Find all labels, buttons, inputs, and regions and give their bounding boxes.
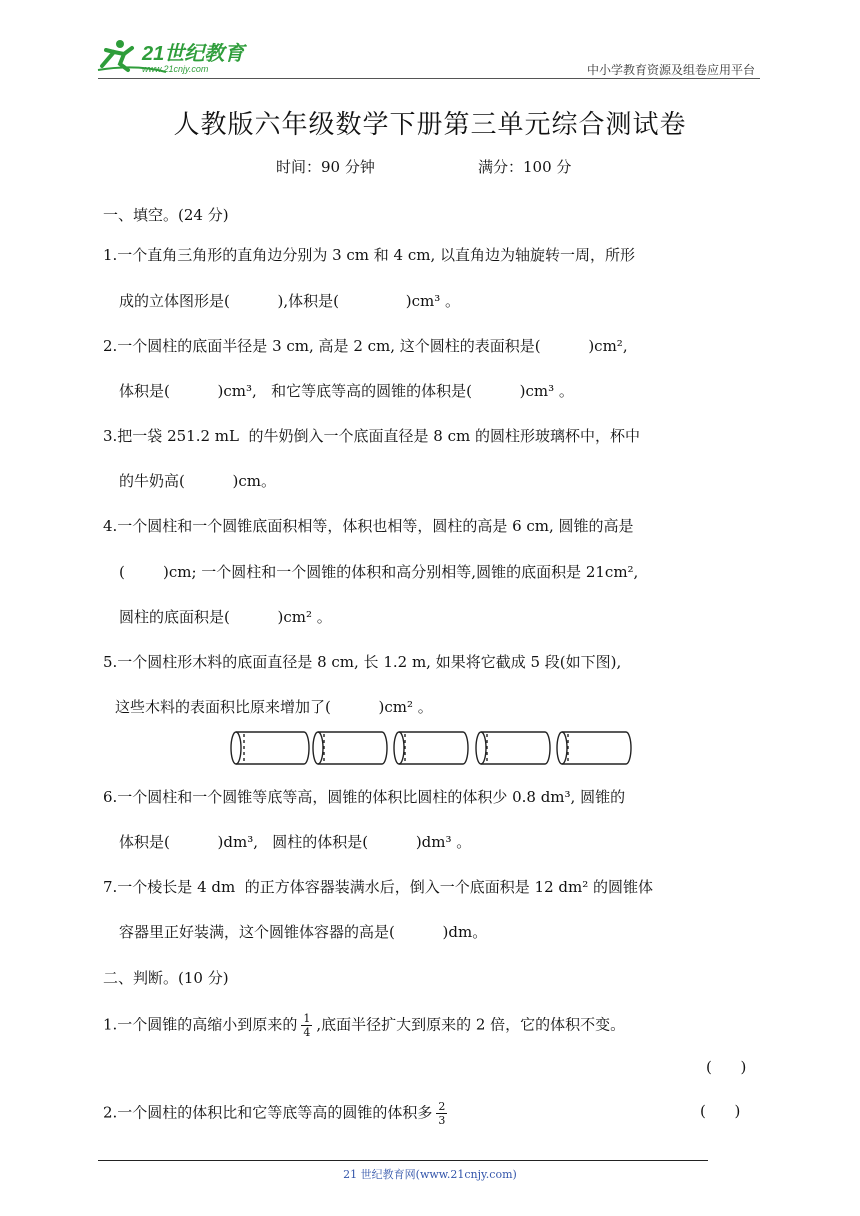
question-line: 7.一个棱长是 4 dm 的正方体容器装满水后，倒入一个底面积是 12 dm² 的圆锥体: [103, 878, 653, 896]
question-line: ( )cm; 一个圆柱和一个圆锥的体积和高分别相等,圆锥的底面积是 21cm²,: [119, 563, 639, 581]
footer-divider: [98, 1160, 708, 1161]
question-line: 体积是( )cm³, 和它等底等高的圆锥的体积是( )cm³ 。: [119, 382, 574, 400]
logo-text: 21世纪教育: [142, 43, 245, 65]
question-line: 这些木料的表面积比原来增加了( )cm² 。: [115, 698, 433, 716]
question-line: 3.把一袋 251.2 mL 的牛奶倒入一个底面直径是 8 cm 的圆柱形玻璃杯中，杯中: [103, 427, 640, 445]
header-divider: [98, 78, 760, 79]
question-line: 圆柱的底面积是( )cm² 。: [119, 608, 332, 626]
judgment-question: [103, 1012, 625, 1039]
question-line: 6.一个圆柱和一个圆锥等底等高，圆锥的体积比圆柱的体积少 0.8 dm³, 圆锥的: [103, 788, 626, 806]
log-segments-figure: [228, 730, 638, 770]
fraction: [301, 1012, 312, 1039]
logo-url: www.21cnjy.com: [142, 64, 209, 74]
section-heading: 二、判断。(10 分): [103, 969, 229, 987]
question-text: 1.一个圆锥的高缩小到原来的: [103, 1015, 298, 1034]
log-segment: [394, 732, 468, 764]
log-segment: [231, 732, 309, 764]
question-line: 5.一个圆柱形木料的底面直径是 8 cm, 长 1.2 m, 如果将它截成 5 段(如下图),: [103, 653, 622, 671]
section-heading: 一、填空。(24 分): [103, 206, 229, 224]
page-title: 人教版六年级数学下册第三单元综合测试卷: [173, 110, 687, 140]
question-line: 体积是( )dm³, 圆柱的体积是( )dm³ 。: [119, 833, 472, 851]
exam-score: 满分：100 分: [478, 158, 572, 176]
judgment-question: [103, 1100, 451, 1127]
answer-parentheses: ( ): [700, 1102, 741, 1120]
fraction-numerator: 1: [303, 1012, 311, 1025]
question-text: ,底面半径扩大到原来的 2 倍，它的体积不变。: [316, 1015, 626, 1034]
question-line: 1.一个直角三角形的直角边分别为 3 cm 和 4 cm, 以直角边为轴旋转一周，所形: [103, 246, 636, 264]
question-text: 2.一个圆柱的体积比和它等底等高的圆锥的体积多: [103, 1103, 433, 1122]
log-segment: [476, 732, 550, 764]
question-line: 4.一个圆柱和一个圆锥底面积相等，体积也相等，圆柱的高是 6 cm, 圆锥的高是: [103, 517, 634, 535]
fraction-denominator: 3: [438, 1114, 446, 1127]
fraction-numerator: 2: [438, 1100, 446, 1113]
question-line: 的牛奶高( )cm。: [119, 472, 277, 490]
platform-name: 中小学教育资源及组卷应用平台: [586, 63, 755, 77]
fraction-denominator: 4: [303, 1026, 311, 1039]
log-segment: [557, 732, 631, 764]
answer-parentheses: ( ): [706, 1058, 747, 1076]
exam-time: 时间：90 分钟: [276, 158, 375, 176]
question-line: 容器里正好装满，这个圆锥体容器的高是( )dm。: [119, 923, 488, 941]
footer-text: 21 世纪教育网(www.21cnjy.com): [343, 1168, 517, 1181]
fraction: [436, 1100, 447, 1127]
log-segment: [313, 732, 387, 764]
site-logo: [96, 36, 256, 76]
question-line: 成的立体图形是( ),体积是( )cm³ 。: [119, 292, 461, 310]
question-line: 2.一个圆柱的底面半径是 3 cm, 高是 2 cm, 这个圆柱的表面积是( )cm²,: [103, 337, 628, 355]
